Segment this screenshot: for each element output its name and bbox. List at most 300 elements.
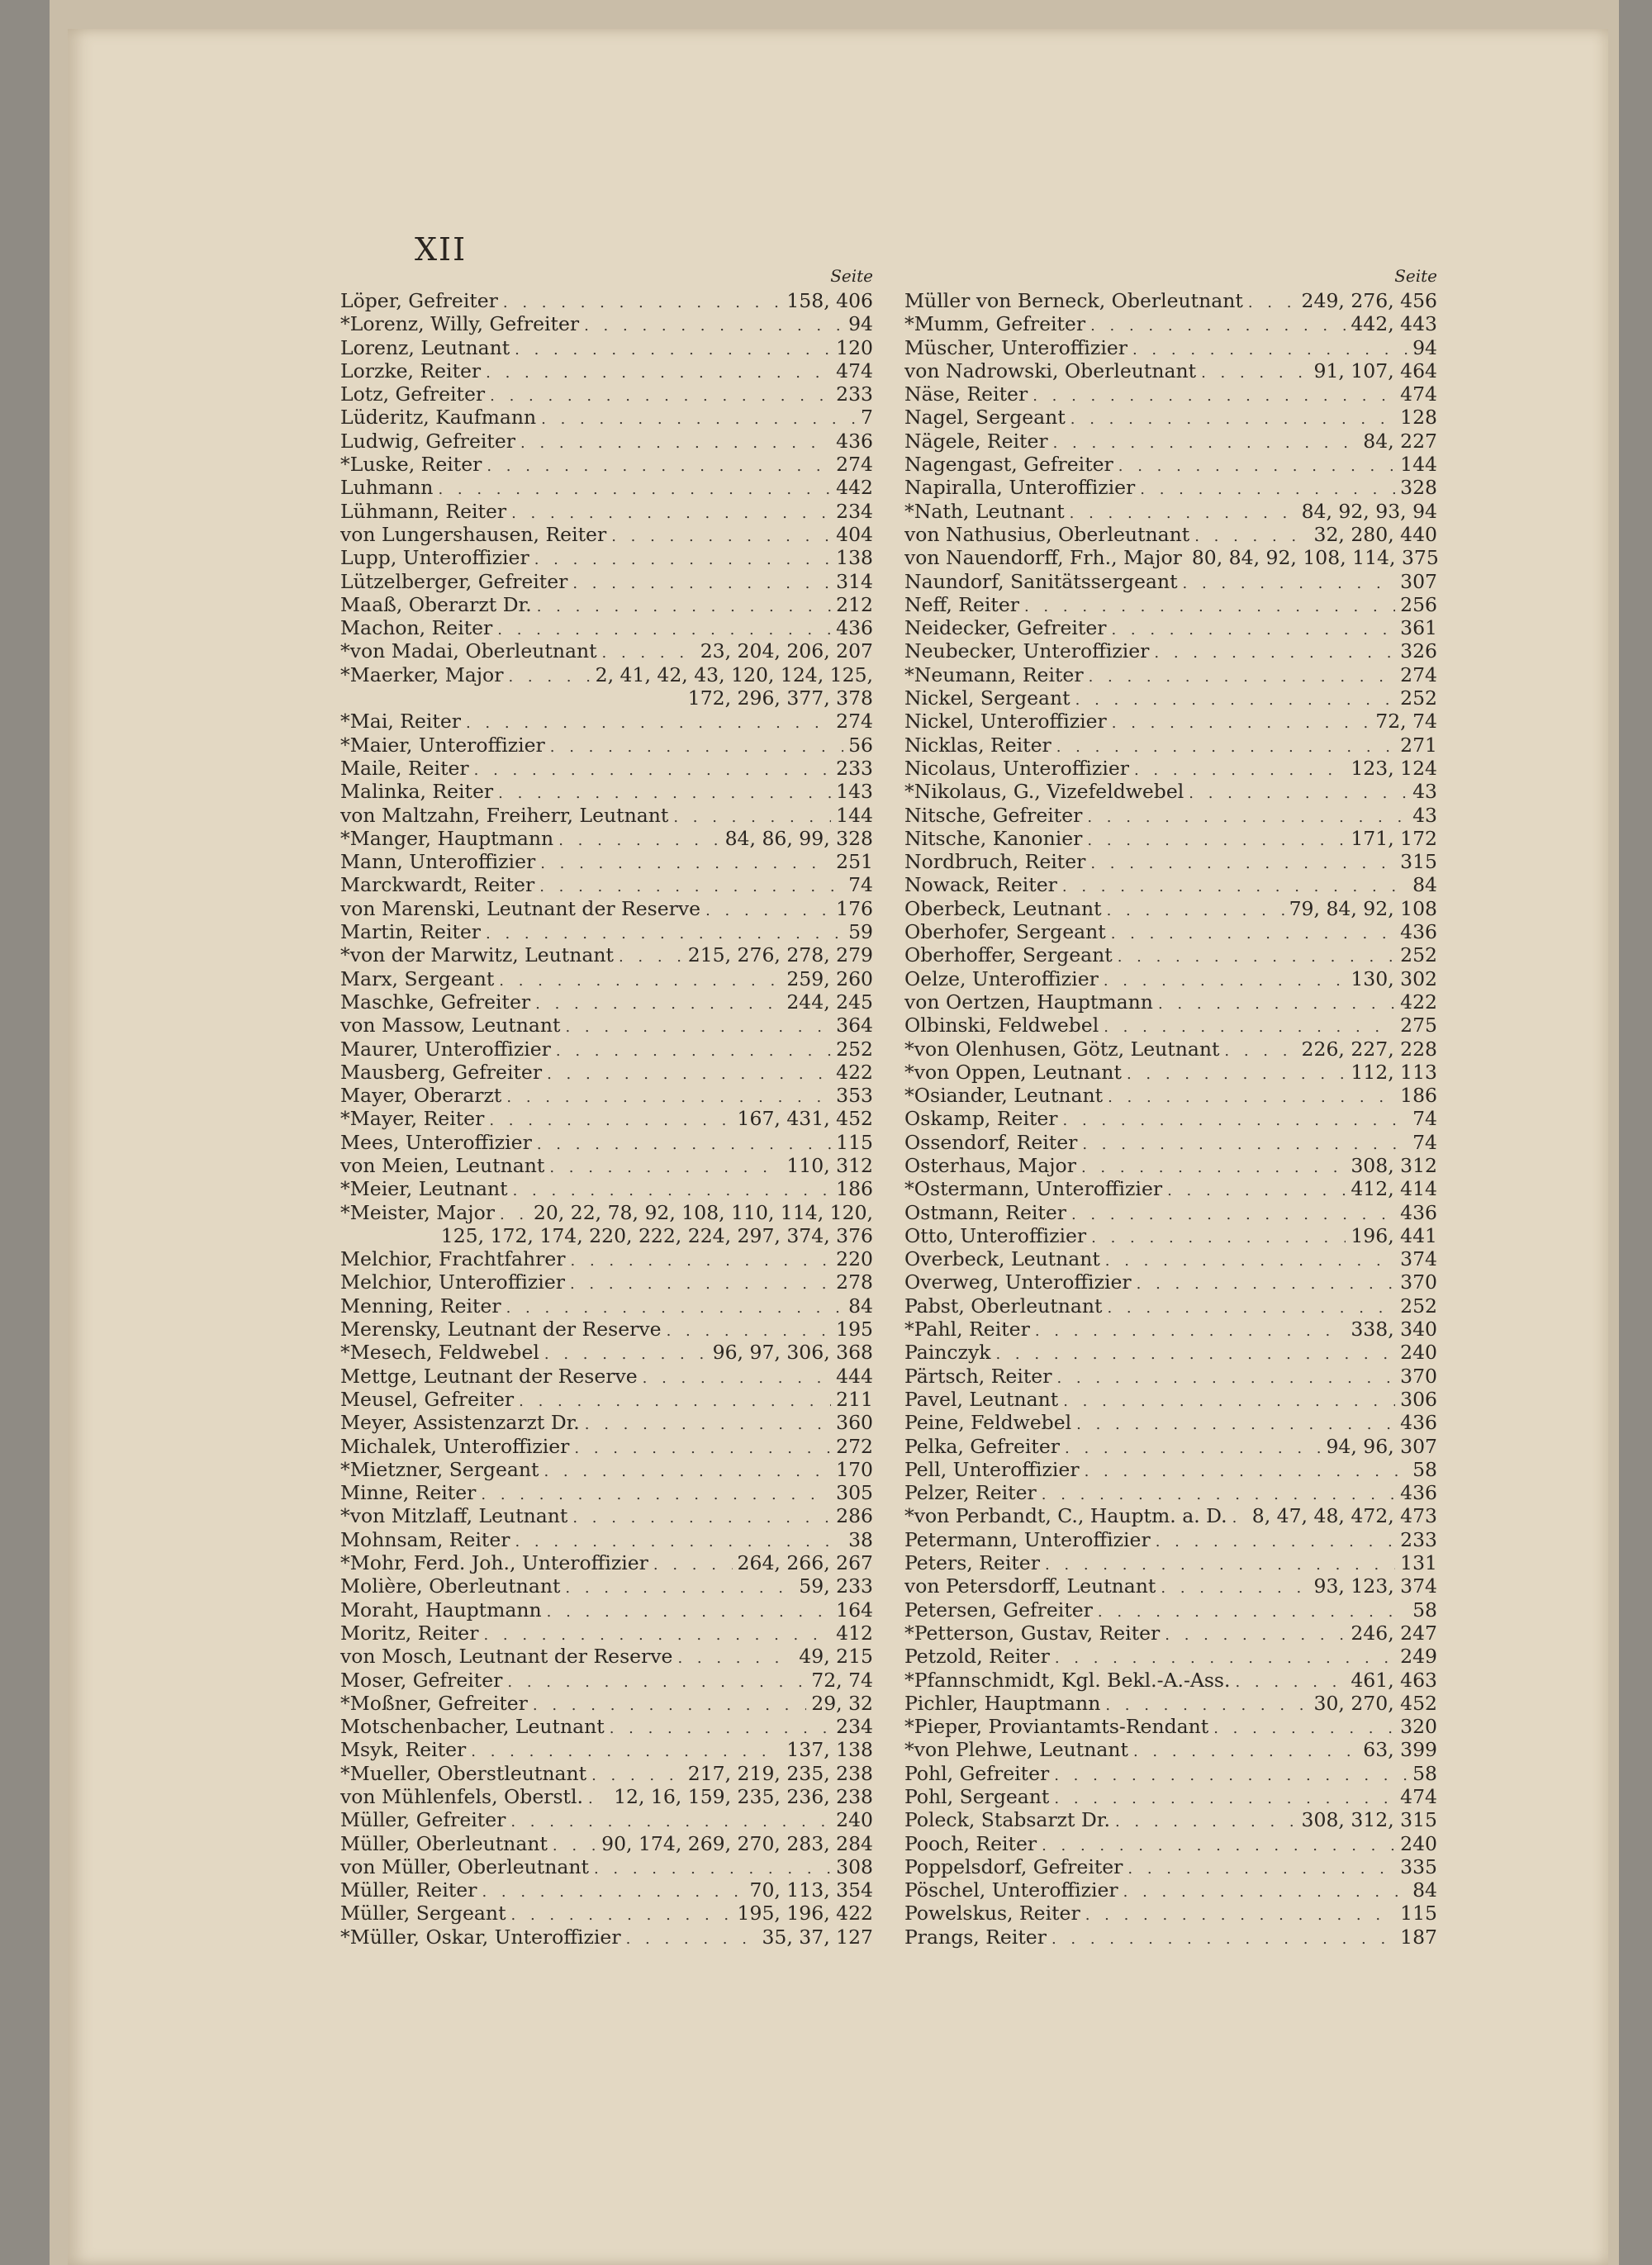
entry-name: Martin, Reiter (340, 920, 482, 944)
entry-name: *Maerker, Major (340, 662, 504, 686)
index-entry (904, 1154, 1437, 1177)
entry-name: Petermann, Unteroffizier (904, 1527, 1151, 1551)
entry-pages: 195 (836, 1318, 873, 1341)
index-entry (340, 967, 873, 990)
index-entry (904, 1411, 1437, 1434)
leader-dots (1091, 1227, 1346, 1250)
leader-dots (1235, 1671, 1346, 1694)
entry-name: Menning, Reiter (340, 1294, 501, 1318)
index-entry (904, 1738, 1437, 1761)
entry-name: Oberbeck, Leutnant (904, 896, 1102, 920)
entry-pages: 364 (836, 1014, 873, 1038)
leader-dots (611, 525, 831, 548)
entry-pages: 49, 215 (799, 1645, 873, 1669)
entry-pages: 84 (1412, 873, 1437, 897)
index-entry (904, 1902, 1437, 1925)
index-entry (340, 850, 873, 873)
leader-dots (487, 455, 831, 478)
leader-dots (490, 385, 831, 408)
entry-pages: 43 (1412, 803, 1437, 827)
entry-name: Peine, Feldwebel (904, 1411, 1072, 1435)
entry-pages: 96, 97, 306, 368 (712, 1341, 873, 1365)
entry-name: Msyk, Reiter (340, 1738, 467, 1762)
entry-name: *Petterson, Gustav, Reiter (904, 1621, 1161, 1645)
leader-dots (1090, 315, 1346, 338)
leader-dots (572, 572, 831, 596)
leader-dots (1140, 478, 1395, 501)
entry-pages: 278 (836, 1270, 873, 1294)
index-entry (340, 406, 873, 429)
entry-name: Löper, Gefreiter (340, 289, 498, 312)
entry-pages: 370 (1400, 1364, 1437, 1388)
leader-dots (1132, 339, 1408, 362)
index-entry (904, 686, 1437, 710)
entry-name: Neubecker, Unteroffizier (904, 639, 1150, 663)
entry-name: Olbinski, Feldwebel (904, 1014, 1099, 1038)
entry-pages: 84 (848, 1294, 873, 1318)
entry-pages: 252 (1400, 1294, 1437, 1318)
leader-dots (539, 876, 843, 899)
index-entry (340, 663, 873, 686)
leader-dots (1248, 292, 1297, 315)
index-entry (904, 1762, 1437, 1785)
entry-pages: 43 (1412, 780, 1437, 804)
entry-pages: 215, 276, 278, 279 (687, 943, 873, 967)
leader-dots (1137, 1273, 1396, 1296)
index-entry (340, 1107, 873, 1130)
index-entry (904, 1669, 1437, 1692)
entry-name: Lorzke, Reiter (340, 359, 482, 382)
entry-name: Powelskus, Reiter (904, 1902, 1080, 1925)
entry-name: Oberhofer, Sergeant (904, 920, 1106, 944)
entry-name: *Luske, Reiter (340, 453, 482, 477)
leader-dots (535, 993, 781, 1016)
leader-dots (519, 1390, 831, 1413)
leader-dots (1053, 432, 1359, 455)
leader-dots (1090, 852, 1395, 876)
entry-pages: 74 (1412, 1107, 1437, 1131)
entry-name: Maaß, Oberarzt Dr. (340, 592, 532, 616)
entry-pages: 256 (1400, 592, 1437, 616)
index-entry (904, 453, 1437, 476)
entry-pages: 442, 443 (1351, 312, 1437, 336)
column-header-left: Seite (830, 266, 873, 286)
entry-name: von Oertzen, Hauptmann (904, 990, 1153, 1014)
leader-dots (510, 1811, 831, 1834)
entry-pages: 72, 74 (1375, 710, 1437, 734)
index-entry (904, 406, 1437, 429)
entry-pages: 32, 280, 440 (1313, 522, 1437, 546)
entry-pages: 172, 296, 377, 378 (687, 686, 873, 710)
entry-pages: 94 (1412, 335, 1437, 359)
entry-pages: 217, 219, 235, 238 (687, 1761, 873, 1785)
index-entry (340, 1645, 873, 1668)
index-entry (904, 639, 1437, 662)
index-entry (340, 1504, 873, 1527)
entry-name: Oberhoffer, Sergeant (904, 943, 1113, 967)
entry-name: *Nath, Leutnant (904, 499, 1065, 523)
index-entry (340, 1574, 873, 1598)
entry-name: Poppelsdorf, Gefreiter (904, 1854, 1123, 1878)
leader-dots (1087, 806, 1408, 829)
index-entry (904, 1808, 1437, 1831)
entry-name: Luhmann (340, 476, 434, 500)
index-entry (904, 1504, 1437, 1527)
entry-name: *von Oppen, Leutnant (904, 1060, 1122, 1084)
entry-name: Poleck, Stabsarzt Dr. (904, 1808, 1110, 1832)
index-entry (904, 1270, 1437, 1294)
leader-dots (1107, 900, 1284, 923)
entry-name: *Mayer, Reiter (340, 1107, 485, 1131)
entry-pages: 360 (836, 1411, 873, 1435)
index-entry (904, 710, 1437, 733)
entry-name: Maurer, Unteroffizier (340, 1037, 551, 1061)
index-column-right (904, 266, 1437, 1949)
leader-dots (1201, 362, 1308, 385)
entry-name: Lupp, Unteroffizier (340, 546, 529, 570)
entry-name: Nickel, Sergeant (904, 686, 1070, 710)
entry-name: Maschke, Gefreiter (340, 990, 531, 1014)
index-entry (340, 1481, 873, 1504)
index-entry (340, 1762, 873, 1785)
index-entry (904, 1061, 1437, 1084)
entry-name: Nicolaus, Unteroffizier (904, 756, 1129, 780)
leader-dots (1035, 1320, 1346, 1343)
index-entry (904, 1645, 1437, 1668)
entry-name: Prangs, Reiter (904, 1925, 1047, 1949)
entry-pages: 422 (1400, 990, 1437, 1014)
index-entry (340, 757, 873, 780)
entry-name: Müller, Reiter (340, 1878, 477, 1902)
leader-dots (511, 502, 831, 525)
index-entry (340, 804, 873, 827)
entry-pages: 30, 270, 452 (1313, 1691, 1437, 1715)
leader-dots (1112, 712, 1370, 735)
entry-pages: 275 (1400, 1014, 1437, 1038)
index-entry (904, 546, 1437, 569)
entry-pages: 38 (848, 1527, 873, 1551)
entry-pages: 272 (836, 1434, 873, 1458)
index-entry (340, 1738, 873, 1761)
entry-pages: 474 (1400, 382, 1437, 406)
leader-dots (1134, 759, 1346, 782)
entry-pages: 259, 260 (786, 966, 873, 990)
entry-pages: 307 (1400, 569, 1437, 593)
leader-dots (1161, 1577, 1308, 1600)
entry-pages: 94, 96, 307 (1326, 1434, 1437, 1458)
index-entry (340, 1038, 873, 1061)
leader-dots (653, 1554, 733, 1577)
entry-name: Nitsche, Gefreiter (904, 803, 1083, 827)
index-entry (904, 1224, 1437, 1247)
entry-pages: 137, 138 (786, 1738, 873, 1762)
entry-name: von Nauendorff, Frh., Major (904, 546, 1182, 570)
entry-pages: 353 (836, 1084, 873, 1108)
entry-pages: 91, 107, 464 (1313, 359, 1437, 382)
leader-dots (474, 759, 831, 782)
index-entry (340, 546, 873, 569)
entry-pages: 436 (836, 429, 873, 453)
index-entry (340, 1177, 873, 1200)
entry-name: Painczyk (904, 1341, 991, 1365)
leader-dots (1089, 666, 1396, 689)
entry-name: Melchior, Frachtfahrer (340, 1247, 566, 1271)
entry-name: Marckwardt, Reiter (340, 873, 535, 897)
leader-dots (626, 1928, 757, 1951)
leader-dots (540, 852, 831, 876)
entry-pages: 58 (1412, 1598, 1437, 1622)
entry-pages: 70, 113, 354 (749, 1878, 873, 1902)
entry-pages: 361 (1400, 616, 1437, 640)
entry-name: Nowack, Reiter (904, 873, 1057, 897)
index-entry (340, 1014, 873, 1037)
entry-pages: 286 (836, 1504, 873, 1528)
leader-dots (489, 1109, 732, 1132)
entry-pages: 79, 84, 92, 108 (1289, 896, 1437, 920)
index-entry (340, 1411, 873, 1434)
index-entry (340, 943, 873, 966)
leader-dots (1108, 1086, 1395, 1109)
index-entry (340, 289, 873, 312)
entry-pages: 158, 406 (786, 289, 873, 312)
entry-pages: 308, 312, 315 (1301, 1808, 1437, 1832)
index-entry (904, 1785, 1437, 1808)
index-entry (904, 1131, 1437, 1154)
index-entry (904, 1481, 1437, 1504)
entry-pages: 59 (848, 920, 873, 944)
leader-dots (585, 1413, 831, 1436)
index-entry (340, 382, 873, 406)
leader-dots (565, 1577, 794, 1600)
entry-name: *von Perbandt, C., Hauptm. a. D. (904, 1504, 1227, 1528)
index-entry (340, 1715, 873, 1738)
entry-pages: 115 (836, 1130, 873, 1154)
leader-dots (482, 1881, 744, 1904)
index-entry (904, 663, 1437, 686)
entry-pages: 436 (1400, 1411, 1437, 1435)
index-entry (340, 1388, 873, 1411)
entry-name: *Mumm, Gefreiter (904, 312, 1086, 336)
leader-dots (438, 478, 831, 501)
leader-dots (481, 1484, 831, 1507)
index-entry (904, 1365, 1437, 1388)
entry-name: Minne, Reiter (340, 1481, 477, 1505)
entry-name: Näse, Reiter (904, 382, 1028, 406)
index-entry (340, 336, 873, 359)
index-entry (904, 336, 1437, 359)
entry-pages: 90, 174, 269, 270, 283, 284 (601, 1831, 873, 1855)
entry-name: Meusel, Gefreiter (340, 1387, 515, 1411)
entry-name: Osterhaus, Major (904, 1153, 1076, 1177)
index-entry (904, 1294, 1437, 1318)
leader-dots (1127, 1063, 1346, 1086)
entry-name: Pooch, Reiter (904, 1831, 1037, 1855)
entry-pages: 305 (836, 1481, 873, 1505)
leader-dots (1056, 736, 1395, 759)
index-column-left (340, 266, 873, 1949)
leader-dots (570, 1273, 831, 1296)
entry-pages: 93, 123, 374 (1313, 1574, 1437, 1598)
index-entry (340, 920, 873, 943)
index-entry (904, 1832, 1437, 1855)
entry-name: von Maltzahn, Freiherr, Leutnant (340, 803, 669, 827)
entry-pages: 35, 37, 127 (762, 1925, 873, 1949)
entry-pages: 249 (1400, 1645, 1437, 1669)
leader-dots (550, 736, 843, 759)
entry-pages: 436 (1400, 1481, 1437, 1505)
entry-name: *Pfannschmidt, Kgl. Bekl.-A.-Ass. (904, 1668, 1231, 1692)
entry-name: Meyer, Assistenzarzt Dr. (340, 1411, 580, 1435)
index-entry (340, 359, 873, 382)
entry-name: Otto, Unteroffizier (904, 1223, 1087, 1247)
entry-pages: 442 (836, 476, 873, 500)
entry-pages: 233 (1400, 1527, 1437, 1551)
entry-pages: 7 (861, 406, 873, 430)
entry-name: Ossendorf, Reiter (904, 1130, 1078, 1154)
index-entry (340, 1808, 873, 1831)
entry-name: *Lorenz, Willy, Gefreiter (340, 312, 580, 336)
entry-name: *von Plehwe, Leutnant (904, 1738, 1128, 1762)
leader-dots (549, 1156, 781, 1180)
entry-pages: 195, 196, 422 (737, 1902, 873, 1925)
entry-pages: 128 (1400, 406, 1437, 430)
entry-name: Pelzer, Reiter (904, 1481, 1037, 1505)
leader-dots (1189, 782, 1408, 805)
entry-name: *von Olenhusen, Götz, Leutnant (904, 1037, 1220, 1061)
entry-pages: 74 (848, 873, 873, 897)
index-entry (904, 359, 1437, 382)
index-entry (340, 1692, 873, 1715)
leader-dots (591, 1764, 683, 1788)
entry-name: Lühmann, Reiter (340, 499, 507, 523)
leader-dots (486, 923, 843, 946)
entry-pages: 2, 41, 42, 43, 120, 124, 125, (595, 662, 873, 686)
entry-pages: 422 (836, 1060, 873, 1084)
entry-pages: 315 (1400, 850, 1437, 874)
leader-dots (1082, 1133, 1408, 1156)
index-entry (340, 873, 873, 896)
index-entry (904, 1692, 1437, 1715)
index-entry (340, 476, 873, 499)
index-entry (904, 1435, 1437, 1458)
index-entry (904, 827, 1437, 850)
entry-pages: 320 (1400, 1715, 1437, 1739)
entry-name: Pell, Unteroffizier (904, 1457, 1080, 1481)
entry-pages: 436 (1400, 1200, 1437, 1224)
leader-dots (500, 1204, 529, 1227)
leader-dots (1105, 1694, 1308, 1717)
leader-dots (1075, 689, 1396, 712)
entry-pages: 370 (1400, 1270, 1437, 1294)
entry-name: Pavel, Leutnant (904, 1387, 1059, 1411)
entry-name: *Mietzner, Sergeant (340, 1457, 539, 1481)
entry-pages: 58 (1412, 1761, 1437, 1785)
entry-pages: 474 (1400, 1785, 1437, 1808)
entry-name: von Lungershausen, Reiter (340, 522, 607, 546)
entry-name: Lotz, Gefreiter (340, 382, 486, 406)
entry-pages: 59, 233 (799, 1574, 873, 1598)
index-entry (904, 1925, 1437, 1949)
leader-dots (571, 1250, 832, 1273)
leader-dots (513, 1180, 832, 1203)
entry-name: Pohl, Gefreiter (904, 1761, 1050, 1785)
leader-dots (1156, 1531, 1395, 1554)
index-entry (340, 312, 873, 335)
index-entry (904, 1878, 1437, 1902)
entry-pages: 170 (836, 1457, 873, 1481)
entry-name: Ostmann, Reiter (904, 1200, 1066, 1224)
index-entry (904, 500, 1437, 523)
entry-pages: 12, 16, 159, 235, 236, 238 (614, 1785, 873, 1808)
entry-name: *Moßner, Gefreiter (340, 1691, 528, 1715)
index-entry (904, 312, 1437, 335)
entry-name: Moser, Gefreiter (340, 1668, 503, 1692)
leader-dots (1063, 1109, 1408, 1132)
index-entry (340, 1855, 873, 1878)
entry-name: Machon, Reiter (340, 616, 493, 640)
leader-dots (1054, 1764, 1408, 1788)
entry-name: *Ostermann, Unteroffizier (904, 1177, 1163, 1201)
leader-dots (503, 292, 781, 315)
leader-dots (486, 362, 831, 385)
entry-pages: 143 (836, 780, 873, 804)
entry-name: Müller von Berneck, Oberleutnant (904, 289, 1243, 312)
leader-dots (995, 1343, 1395, 1366)
leader-dots (1127, 1858, 1395, 1881)
leader-dots (466, 712, 831, 735)
entry-pages: 125, 172, 174, 220, 222, 224, 297, 374, 376 (440, 1223, 873, 1247)
index-entry (340, 1131, 873, 1154)
entry-name: von Nathusius, Oberleutnant (904, 522, 1190, 546)
index-entry (904, 920, 1437, 943)
entry-name: *Manger, Hauptmann (340, 826, 554, 850)
entry-name: Merensky, Leutnant der Reserve (340, 1318, 662, 1341)
entry-name: Nagengast, Gefreiter (904, 453, 1113, 477)
index-entry (904, 734, 1437, 757)
entry-pages: 120 (836, 335, 873, 359)
entry-name: *Mohr, Ferd. Joh., Unteroffizier (340, 1551, 648, 1575)
entry-name: Pohl, Sergeant (904, 1785, 1050, 1808)
leader-dots (1104, 970, 1346, 993)
entry-name: Naundorf, Sanitätssergeant (904, 569, 1178, 593)
leader-dots (1118, 946, 1395, 969)
entry-name: Mausberg, Gefreiter (340, 1060, 543, 1084)
entry-name: von Massow, Leutnant (340, 1014, 561, 1038)
entry-pages: 240 (1400, 1341, 1437, 1365)
entry-name: Mettge, Leutnant der Reserve (340, 1364, 638, 1388)
entry-name: Müller, Oberleutnant (340, 1831, 548, 1855)
index-entry (904, 1318, 1437, 1341)
leader-dots (1076, 1413, 1395, 1436)
leader-dots (537, 596, 831, 619)
entry-name: von Petersdorff, Leutnant (904, 1574, 1156, 1598)
entry-name: Nordbruch, Reiter (904, 850, 1086, 874)
index-entry (904, 1177, 1437, 1200)
entry-pages: 74 (1412, 1130, 1437, 1154)
leader-dots (1118, 455, 1395, 478)
entry-pages: 212 (836, 592, 873, 616)
index-entry (340, 1318, 873, 1341)
entry-pages: 84, 86, 99, 328 (724, 826, 873, 850)
index-entry (904, 897, 1437, 920)
leader-dots (511, 1904, 733, 1927)
entry-name: Overbeck, Leutnant (904, 1247, 1100, 1271)
entry-pages: 138 (836, 546, 873, 570)
entry-pages: 474 (836, 359, 873, 382)
index-entry (340, 1458, 873, 1481)
leader-dots (471, 1740, 781, 1764)
entry-name: von Meien, Leutnant (340, 1153, 545, 1177)
